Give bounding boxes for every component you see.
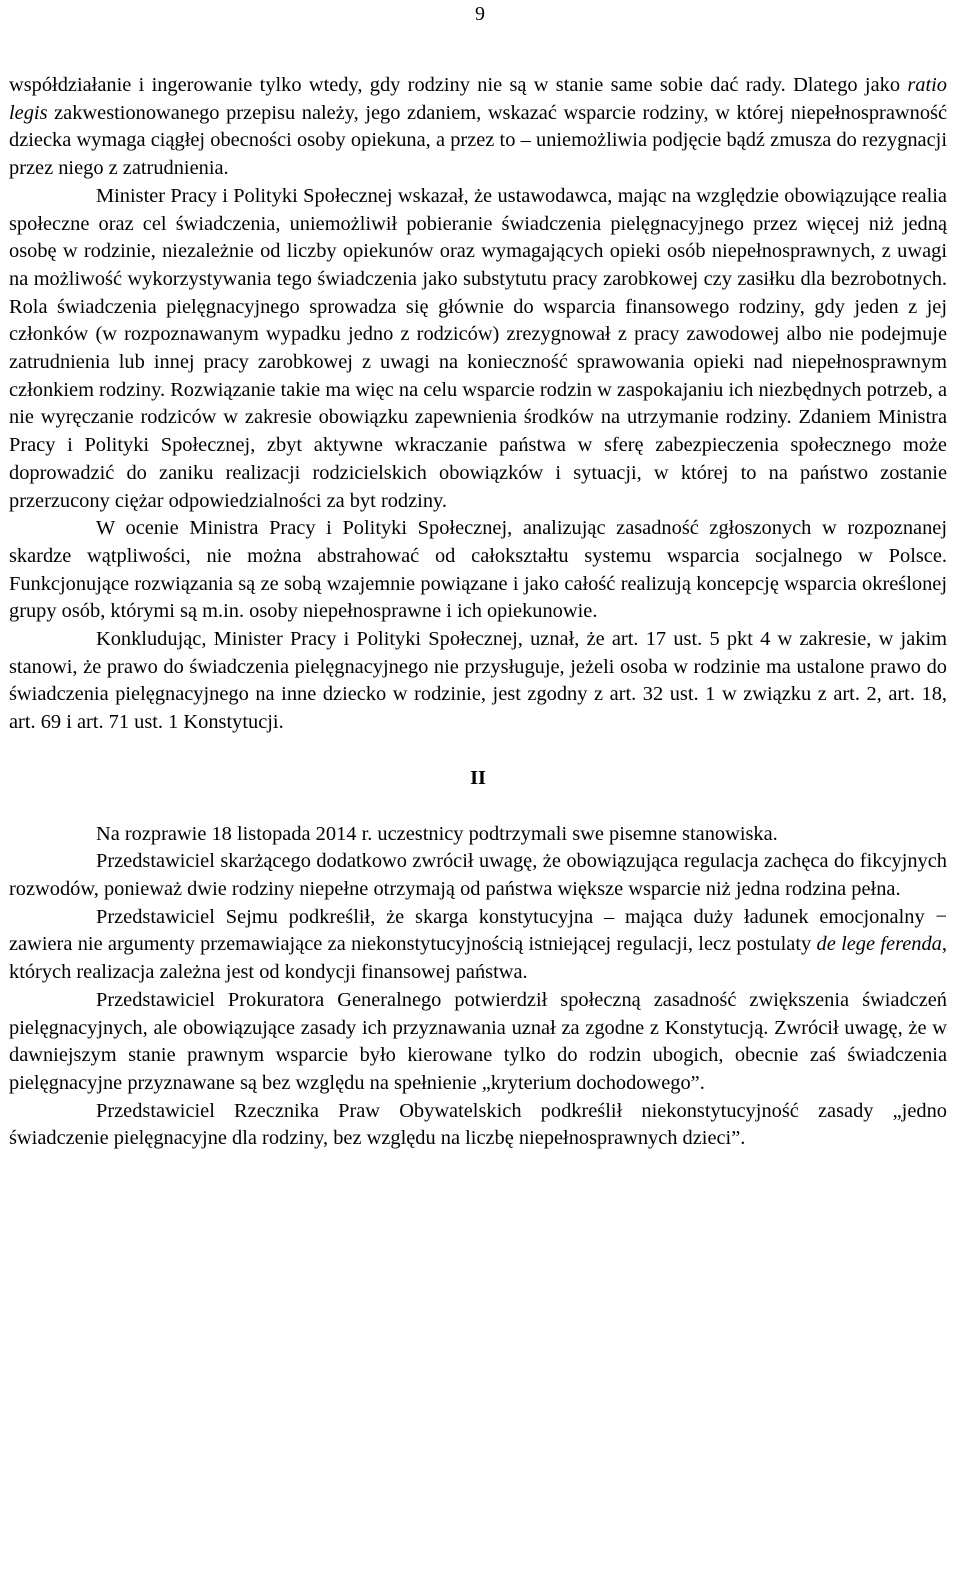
paragraph: [9, 1098, 947, 1153]
paragraph: [9, 904, 947, 987]
paragraph: [9, 515, 947, 626]
italic-text: ratio legis: [9, 74, 947, 124]
paragraph: [9, 183, 947, 515]
paragraphs-bottom: [9, 821, 947, 1153]
paragraphs-top: [9, 72, 947, 737]
paragraph: [9, 626, 947, 737]
paragraph-text: Przedstawiciel Prokuratora Generalnego potwierdził społeczną zasadność zwiększenia świadczeń pielęgnacyjnych, ale obowiązujące zasady ich przyznawania uznał za zgodne z Konstytucją. Zwrócił uwagę, że w dawniejszym stanie prawnym wsparcie było kierowane tylko do rodzin ubogich, obecnie zaś świadczenia pielęgnacyjne przyznawane są bez względu na spełnienie „kryterium dochodowego”.: [9, 988, 947, 1094]
paragraph-text: zakwestionowanego przepisu należy, jego zdaniem, wskazać wsparcie rodziny, w której niepełnosprawność dziecka wymaga ciągłej obecności osoby opiekuna, a przez to – uniemożliwia podjęcie bądź zmusza do rezygnacji przez niego z zatrudnienia.: [9, 101, 947, 180]
paragraph-text: , których realizacja zależna jest od kondycji finansowej państwa.: [9, 933, 947, 984]
document-body: [9, 72, 947, 1153]
paragraph-text: współdziałanie i ingerowanie tylko wtedy, gdy rodziny nie są w stanie same sobie dać rady. Dlatego jako: [9, 74, 908, 96]
paragraph-text: Konkludując, Minister Pracy i Polityki Społecznej, uznał, że art. 17 ust. 5 pkt 4 w zakresie, w jakim stanowi, że prawo do świadczenia pielęgnacyjnego nie przysługuje, jeżeli osoba w rodzinie ma ustalone prawo do świadczenia pielęgnacyjnego na inne dziecko w rodzinie, jest zgodny z art. 32 ust. 1 w związku z art. 2, art. 18, art. 69 i art. 71 ust. 1 Konstytucji.: [9, 628, 947, 734]
paragraph-text: Przedstawiciel skarżącego dodatkowo zwrócił uwagę, że obowiązująca regulacja zachęca do fikcyjnych rozwodów, ponieważ dwie rodziny niepełne otrzymają od państwa większe wsparcie niż jedna rodzina pełna.: [9, 850, 947, 900]
paragraph: [9, 72, 947, 183]
paragraph-text: Przedstawiciel Sejmu podkreślił, że skarga konstytucyjna – mająca duży ładunek emocjonalny − zawiera nie argumenty przemawiające za niekonstytucyjnością istniejącej regulacji, lecz postulaty: [9, 905, 947, 956]
paragraph: [9, 987, 947, 1098]
section-heading: II: [470, 766, 486, 789]
paragraph-text: W ocenie Ministra Pracy i Polityki Społecznej, analizując zasadność zgłoszonych w rozpoznanej skardze wątpliwości, nie można abstrahować od całokształtu systemu wsparcia socjalnego w Polsce. Funkcjonujące rozwiązania są ze sobą wzajemnie powiązane i jako całość realizują koncepcję wsparcia określonej grupy osób, którymi są m.in. osoby niepełnosprawne i ich opiekunowie.: [9, 517, 947, 623]
page-number: 9: [475, 3, 485, 25]
italic-text: de lege ferenda: [816, 933, 942, 956]
paragraph: [9, 848, 947, 903]
paragraph-text: Przedstawiciel Rzecznika Praw Obywatelskich podkreślił niekonstytucyjność zasady „jedno świadczenie pielęgnacyjne dla rodziny, bez względu na liczbę niepełnosprawnych dzieci”.: [9, 1099, 947, 1150]
paragraph: [9, 821, 947, 849]
paragraph-text: Na rozprawie 18 listopada 2014 r. uczestnicy podtrzymali swe pisemne stanowiska.: [96, 822, 778, 845]
paragraph-text: Minister Pracy i Polityki Społecznej wskazał, że ustawodawca, mając na względzie obowiązujące realia społeczne oraz cel świadczenia, uniemożliwił pobieranie świadczenia pielęgnacyjnego przez więcej niż jedną osobę w rodzinie, niezależnie od liczby opiekunów oraz wymagających opieki osób niepełnosprawnych, z uwagi na możliwość wykorzystywania tego świadczenia jako substytutu pracy zarobkowej czy zasiłku dla bezrobotnych. Rola świadczenia pielęgnacyjnego sprowadza się głównie do wsparcia finansowego rodziny, gdy jeden z jej członków (w rozpoznawanym wypadku jedno z rodziców) zrezygnował z pracy zawodowej albo nie podejmuje zatrudnienia lub innej pracy zarobkowej z uwagi na konieczność sprawowania opieki nad niepełnosprawnym członkiem rodziny. Rozwiązanie takie ma więc na celu wsparcie rodzin w zaspokajaniu ich niezbędnych potrzeb, a nie wyręczanie rodziców w zakresie obowiązku zapewnienia środków na utrzymanie rodziny. Zdaniem Ministra Pracy i Polityki Społecznej, zbyt aktywne wkraczanie państwa w sferę zabezpieczenia społecznego może doprowadzić do zaniku realizacji rodzicielskich obowiązków i sytuacji, w której to na państwo zostanie przerzucony ciężar odpowiedzialności za byt rodziny.: [9, 184, 947, 512]
